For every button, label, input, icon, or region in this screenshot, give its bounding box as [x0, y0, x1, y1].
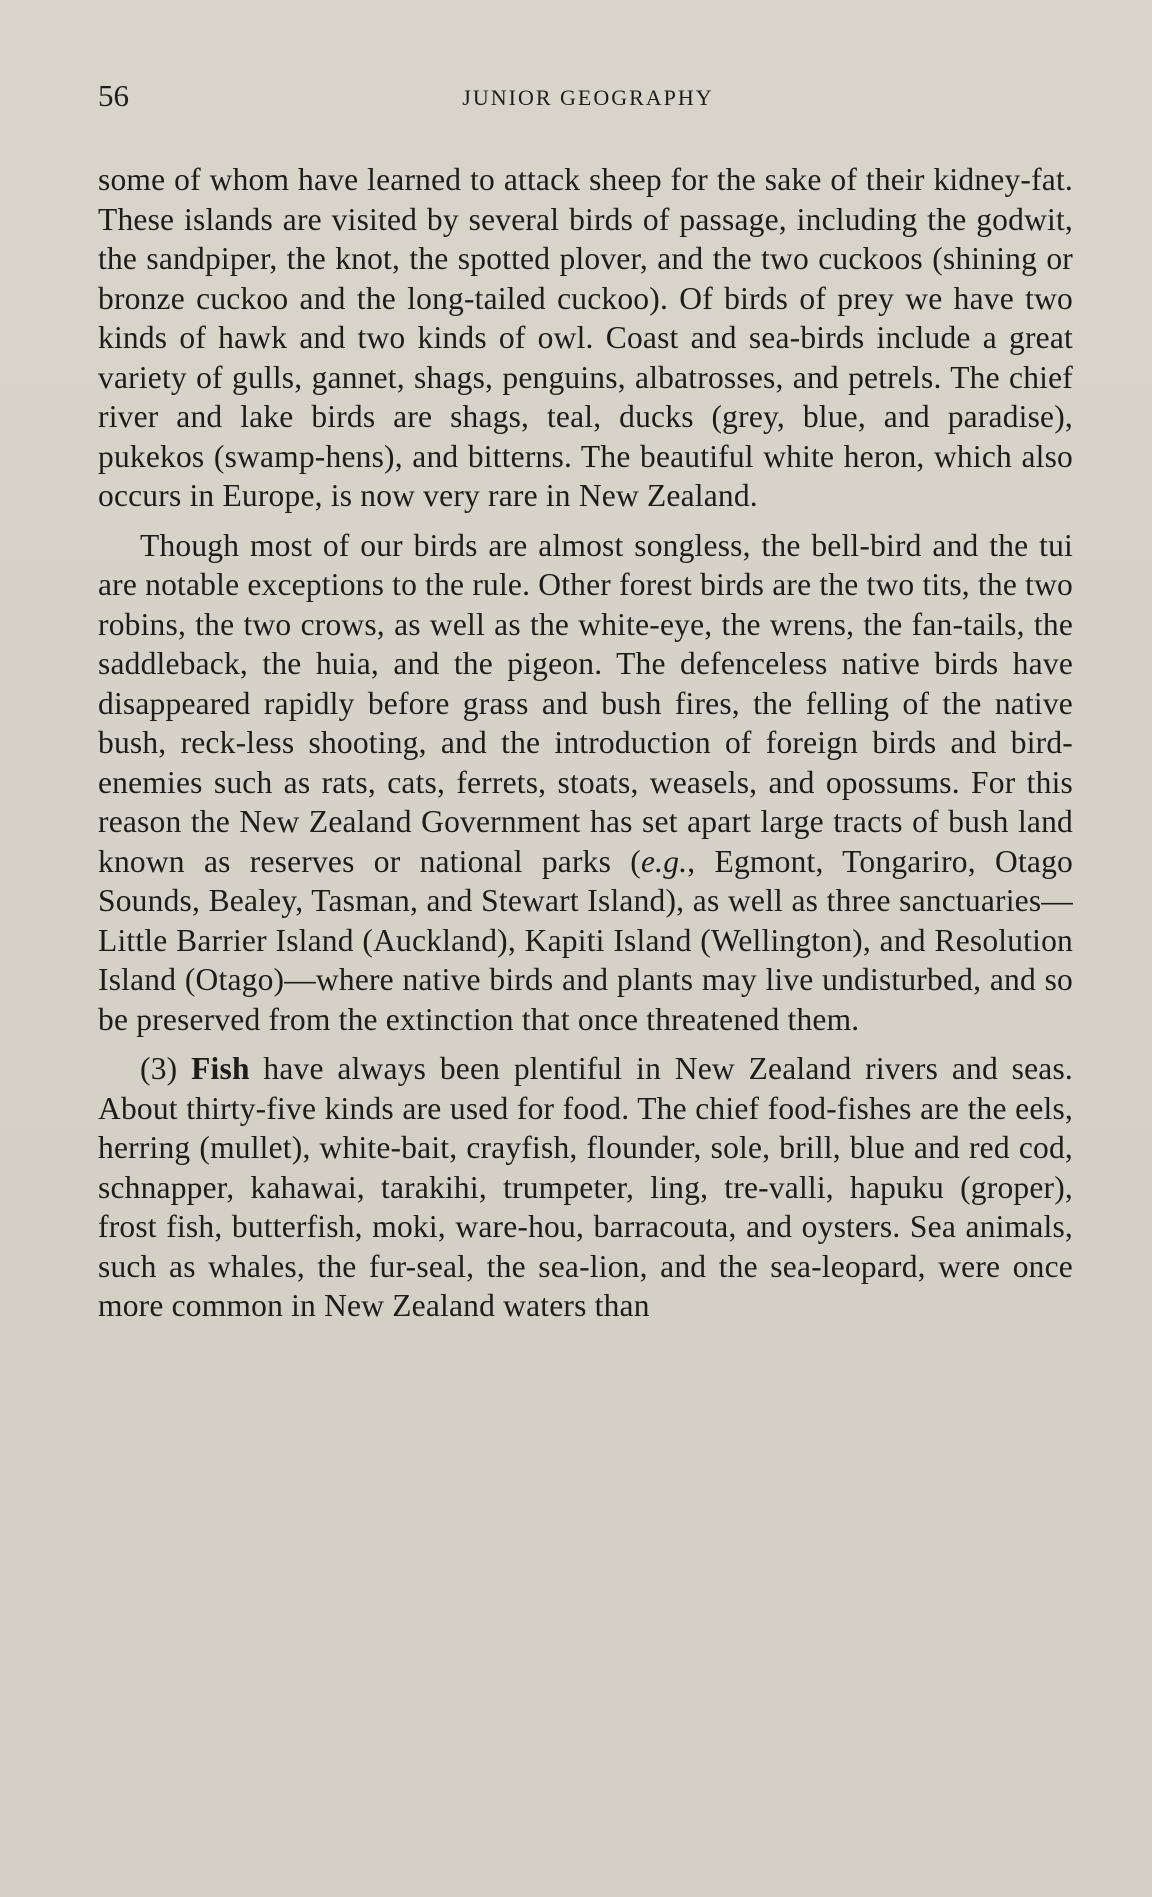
- paragraph-birds-of-passage: some of whom have learned to attack sheep for the sake of their kidney-fat. These islands are visited by several birds of passage, including the godwit, the sandpiper, the knot, the spotted plover, and the two cuckoos (shining or bronze cuckoo and the long-tailed cuckoo). Of birds of prey we have two kinds of hawk and two kinds of owl. Coast and sea-birds include a great variety of gulls, gannet, shags, penguins, albatrosses, and petrels. The chief river and lake birds are shags, teal, ducks (grey, blue, and paradise), pukekos (swamp-hens), and bitterns. The beautiful white heron, which also occurs in Europe, is now very rare in New Zealand.: [98, 162, 1073, 513]
- paragraph-text: , Egmont, Tongariro, Otago Sounds, Bealey, Tasman, and Stewart Island), as well as three sanctuaries—Little Barrier Island (Auckland), Kapiti Island (Wellington), and Resolution Island (Otago)—where native birds and plants may live undisturbed, and so be preserved from the extinction that once threatened them.: [98, 843, 1073, 1037]
- page-number: 56: [98, 78, 129, 113]
- paragraph-text: Though most of our birds are almost songless, the bell-bird and the tui are notable exceptions to the rule. Other forest birds are the two tits, the two robins, the two crows, as well as the white-eye, the wrens, the fan-tails, the saddleback, the huia, and the pigeon. The defenceless native birds have disappeared rapidly before grass and bush fires, the felling of the native bush, reck-less shooting, and the introduction of foreign birds and bird-enemies such as rats, cats, ferrets, stoats, weasels, and opossums. For this reason the New Zealand Government has set apart large tracts of bush land known as reserves or national parks (: [98, 527, 1073, 879]
- body-text: [98, 160, 1073, 1326]
- section-heading: Fish: [191, 1051, 250, 1086]
- paragraph-text: have always been plentiful in New Zealand rivers and seas. About thirty-five kinds are used for food. The chief food-fishes are the eels, herring (mullet), white-bait, crayfish, flounder, sole, brill, blue and red cod, schnapper, kahawai, tarakihi, trumpeter, ling, tre-valli, hapuku (groper), frost fish, butterfish, moki, ware-hou, barracouta, and oysters. Sea animals, such as whales, the fur-seal, the sea-lion, and the sea-leopard, were once more common in New Zealand waters than: [98, 1051, 1074, 1323]
- paragraph-forest-birds: [98, 526, 1073, 1040]
- italic-abbreviation: e.g.: [640, 843, 688, 879]
- section-number: (3): [140, 1051, 178, 1086]
- running-head: JUNIOR GEOGRAPHY: [462, 85, 714, 110]
- paragraph-fish: [98, 1049, 1073, 1326]
- page-header: [98, 76, 1078, 116]
